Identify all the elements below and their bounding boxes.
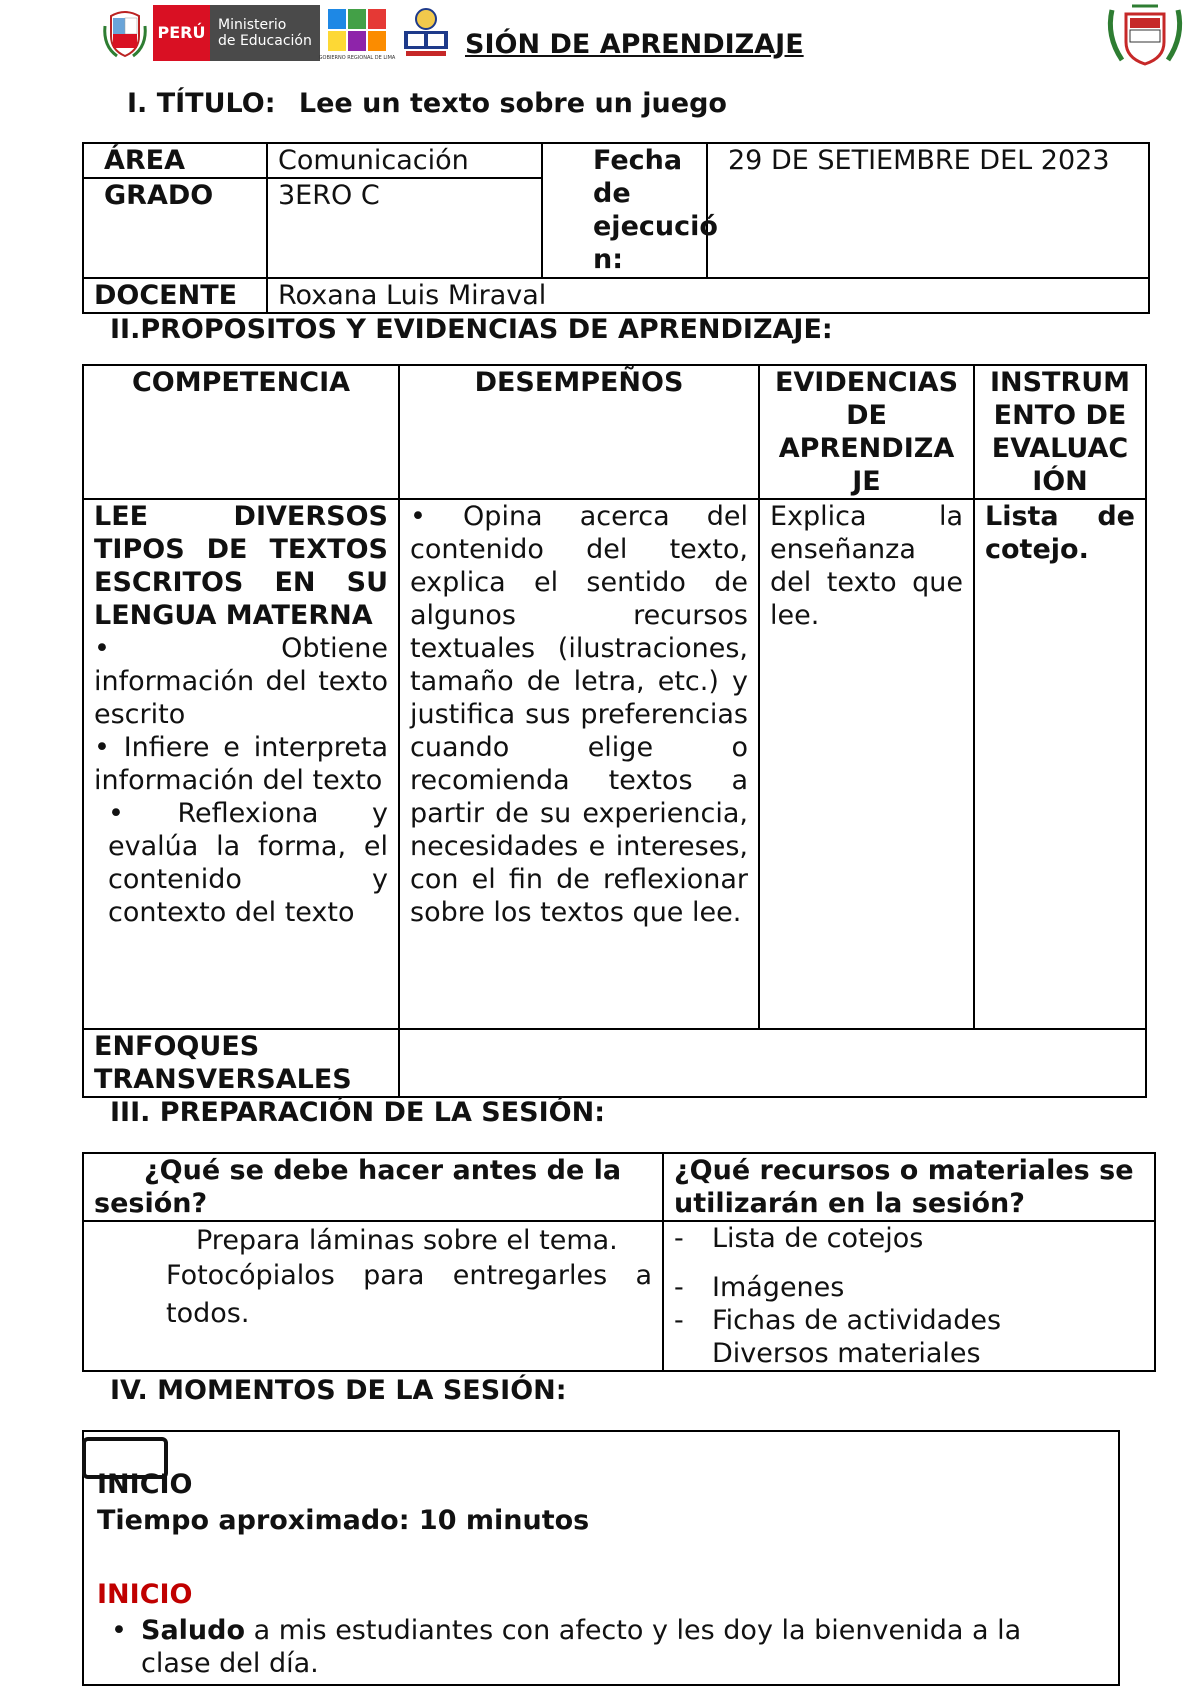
- antes-1: Prepara láminas sobre el tema.: [196, 1225, 618, 1256]
- bullet-icon: •: [111, 1615, 127, 1646]
- saludo-item: [97, 1614, 1097, 1680]
- instrumento-cell: Lista de cotejo.: [974, 499, 1146, 1029]
- grado-value: 3ERO C: [267, 178, 542, 278]
- section3-heading: III. PREPARACIÓN DE LA SESIÓN:: [110, 1097, 606, 1128]
- title-value: Lee un texto sobre un juego: [298, 88, 727, 119]
- enfoques-value: [399, 1029, 1146, 1097]
- region-caption: GOBIERNO REGIONAL DE LIMA: [318, 55, 396, 61]
- saludo-bold: Saludo: [141, 1615, 246, 1646]
- section2-heading: II.PROPOSITOS Y EVIDENCIAS DE APRENDIZAJE:: [110, 314, 833, 345]
- school-logo-icon: [396, 5, 456, 61]
- grado-label: GRADO: [83, 178, 267, 278]
- ministry-logo: [210, 5, 320, 61]
- capacidad-2: • Infiere e interpreta información del texto: [94, 732, 388, 796]
- peru-coat-of-arms-icon: [103, 6, 147, 60]
- preparation-table: [82, 1152, 1156, 1372]
- fecha-label: [542, 143, 718, 278]
- recurso-item: - Fichas de actividades: [674, 1305, 1002, 1336]
- saludo-rest: a mis estudiantes con afecto y les doy la bienvenida a la clase del día.: [141, 1615, 1022, 1679]
- desempeno-cell: • Opina acerca del contenido del texto, explica el sentido de algunos recursos textuales (ilustraciones, tamaño de letra, etc.) y justifica sus preferencias cuando elige o recomienda textos a partir de su experiencia, necesidades e intereses, con el fin de reflexionar sobre los textos que lee.: [399, 499, 759, 1029]
- capacidad-1: • Obtiene información del texto escrito: [94, 633, 388, 730]
- enfoques-label: ENFOQUES TRANSVERSALES: [83, 1029, 399, 1097]
- antes-cell: [83, 1221, 663, 1371]
- info-table: [82, 142, 1150, 314]
- title-label: I. TÍTULO:: [127, 88, 276, 119]
- saludo-text: [141, 1614, 1097, 1680]
- school-crest-icon: [1102, 0, 1188, 72]
- competencia-title: LEE DIVERSOS TIPOS DE TEXTOS ESCRITOS EN SU LENGUA MATERNA: [94, 501, 388, 631]
- col-instrumento: INSTRUM ENTO DE EVALUAC IÓN: [974, 365, 1146, 499]
- purposes-table: [82, 364, 1147, 1098]
- recurso-item: Diversos materiales: [712, 1338, 981, 1369]
- col-antes: ¿Qué se debe hacer antes de la sesión?: [83, 1153, 663, 1221]
- col-recursos: ¿Qué recursos o materiales se utilizarán en la sesión?: [663, 1153, 1155, 1221]
- document-title: SIÓN DE APRENDIZAJE: [465, 29, 804, 60]
- col-desempenos: DESEMPEÑOS: [399, 365, 759, 499]
- evidencia-cell: Explica la enseñanza del texto que lee.: [759, 499, 974, 1029]
- title-section: [127, 87, 727, 120]
- antes-2: Fotocópialos para entregarles a todos.: [166, 1260, 652, 1329]
- capacidad-3: • Reflexiona y evalúa la forma, el contenido y contexto del texto: [108, 798, 388, 928]
- header-logos: [103, 5, 456, 61]
- section4-heading: IV. MOMENTOS DE LA SESIÓN:: [110, 1375, 567, 1406]
- momentos-box: [82, 1430, 1120, 1686]
- ministry-line-1: Ministerio: [218, 17, 287, 33]
- fecha-label-text: Fecha de ejecució n:: [593, 145, 718, 275]
- docente-label: DOCENTE: [83, 278, 267, 313]
- fecha-value: 29 DE SETIEMBRE DEL 2023: [707, 143, 1149, 278]
- peru-label: PERÚ: [153, 5, 210, 61]
- area-label: ÁREA: [83, 143, 267, 178]
- col-evidencias: EVIDENCIAS DE APRENDIZA JE: [759, 365, 974, 499]
- area-value: Comunicación: [267, 143, 542, 178]
- competencia-cell: [83, 499, 399, 1029]
- inicio-red-label: INICIO: [97, 1579, 193, 1610]
- col-competencia: COMPETENCIA: [83, 365, 399, 499]
- recurso-item: - Imágenes: [674, 1272, 845, 1303]
- tiempo-label: Tiempo aproximado: 10 minutos: [97, 1505, 590, 1536]
- recursos-cell: [663, 1221, 1155, 1371]
- inicio-label: INICIO: [97, 1469, 193, 1500]
- regional-government-logo-icon: [318, 5, 396, 61]
- docente-value: Roxana Luis Miraval: [267, 278, 1149, 313]
- recursos-list: [674, 1222, 1144, 1370]
- ministry-line-2: de Educación: [218, 33, 312, 49]
- recurso-item: - Lista de cotejos: [674, 1223, 924, 1254]
